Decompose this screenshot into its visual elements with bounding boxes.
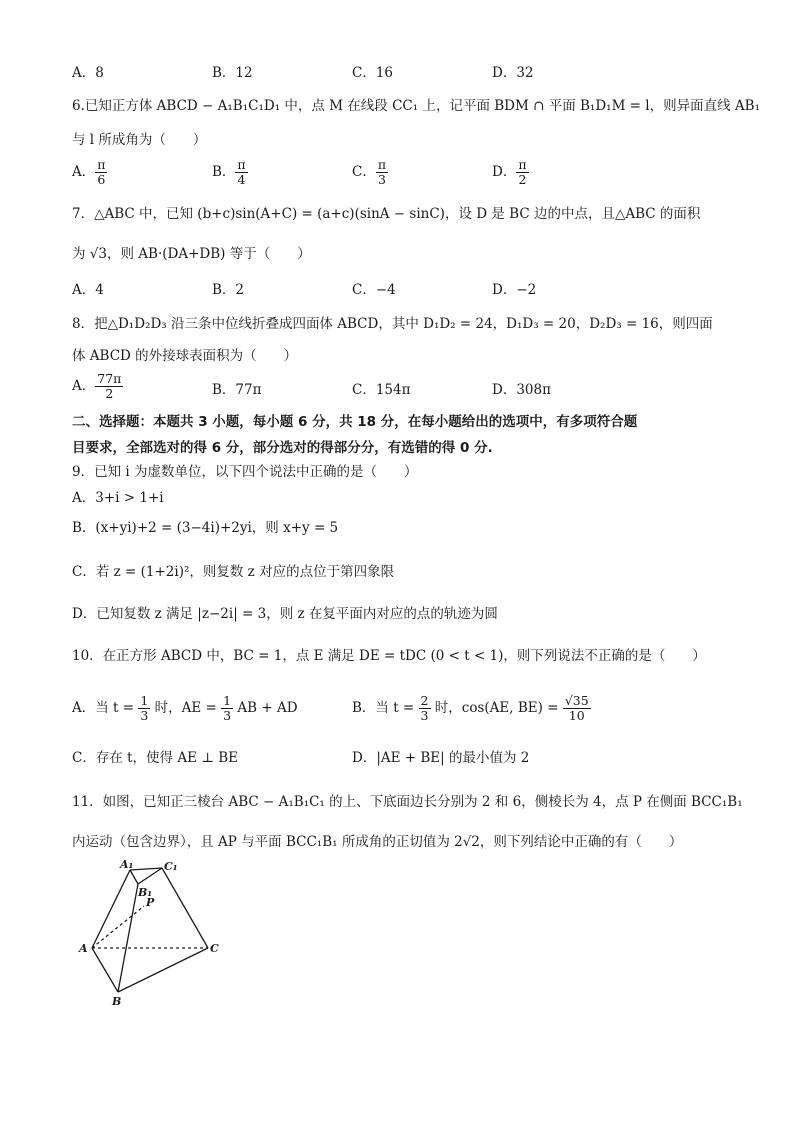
edge-AA1	[92, 870, 130, 948]
q11-stem-line1: 11．如图，已知正三棱台 ABC − A₁B₁C₁ 的上、下底面边长分别为 2 和 6，侧棱长为 4，点 P 在侧面 BCC₁B₁	[72, 794, 743, 810]
edge-BB1	[118, 884, 138, 992]
q8-stem-line2: 体 ABCD 的外接球表面积为（ ）	[72, 348, 298, 364]
q6-option-d: D． $\frac{\pi}{2}$	[492, 157, 527, 187]
q7-option-d: D．−2	[492, 282, 537, 298]
q10-option-d: D．|AE + BE| 的最小值为 2	[352, 750, 530, 766]
q10-option-a: A．当 t = $\frac{1}{3}$ 时，AE = $\frac{1}{3}$ AB + AD	[72, 693, 298, 723]
q5-option-c: C．16	[352, 65, 394, 81]
q7-option-c: C．−4	[352, 282, 396, 298]
q5-option-d: D．32	[492, 65, 534, 81]
q8-option-c: C．154π	[352, 382, 411, 398]
edge-A1B1	[130, 870, 138, 884]
q7-stem-line2: 为 √3，则 AB·(DA+DB) 等于（ ）	[72, 246, 311, 262]
q6-option-c: C． $\frac{\pi}{3}$	[352, 157, 387, 187]
q7-option-a: A．4	[72, 282, 104, 298]
frustum-figure	[72, 860, 232, 1010]
q9-option-d: D．已知复数 z 满足 |z−2i| = 3，则 z 在复平面内对应的点的轨迹为圆	[72, 606, 498, 622]
q8-option-a: A． $\frac{77\pi}{2}$	[72, 371, 122, 401]
q6-option-a: A． $\frac{\pi}{6}$	[72, 157, 106, 187]
label-C1: C₁	[164, 860, 178, 873]
edge-CC1	[162, 868, 208, 948]
q7-stem-line1: 7．△ABC 中，已知 (b+c)sin(A+C) = (a+c)(sinA − sinC)，设 D 是 BC 边的中点，且△ABC 的面积	[72, 206, 701, 222]
label-C: C	[210, 942, 219, 955]
q8-option-b: B．77π	[212, 382, 262, 398]
q6-stem-line1: 6.已知正方体 ABCD − A₁B₁C₁D₁ 中，点 M 在线段 CC₁ 上，记平面 BDM ∩ 平面 B₁D₁M = l，则异面直线 AB₁	[72, 98, 760, 114]
label-B: B	[112, 995, 122, 1008]
q9-option-b: B．(x+yi)+2 = (3−4i)+2yi，则 x+y = 5	[72, 520, 339, 536]
section2-heading-line1: 二、选择题：本题共 3 小题，每小题 6 分，共 18 分，在每小题给出的选项中，有多项符合题	[72, 414, 638, 430]
label-P: P	[146, 896, 155, 909]
edge-B1C1	[138, 868, 162, 884]
q5-option-a: A．8	[72, 65, 104, 81]
q7-option-b: B．2	[212, 282, 245, 298]
q8-stem-line1: 8．把△D₁D₂D₃ 沿三条中位线折叠成四面体 ABCD，其中 D₁D₂ = 24，D₁D₃ = 20，D₂D₃ = 16，则四面	[72, 316, 713, 332]
q9-stem: 9．已知 i 为虚数单位，以下四个说法中正确的是（ ）	[72, 464, 418, 480]
edge-A1C1	[130, 868, 162, 870]
q10-option-c: C．存在 t，使得 AE ⊥ BE	[72, 750, 238, 766]
q10-option-b: B．当 t = $\frac{2}{3}$ 时，cos(AE, BE) = $\frac{√35}{10}$	[352, 693, 589, 723]
q9-option-a: A．3+i > 1+i	[72, 490, 164, 506]
q5-option-b: B．12	[212, 65, 253, 81]
q6-stem-line2: 与 l 所成角为（ ）	[72, 132, 207, 148]
edge-BC	[118, 948, 208, 992]
segment-AP	[92, 906, 144, 948]
q6-option-b: B． $\frac{\pi}{4}$	[212, 157, 246, 187]
label-A1: A₁	[120, 860, 134, 871]
q10-stem: 10．在正方形 ABCD 中，BC = 1，点 E 满足 DE = tDC (0 < t < 1)，则下列说法不正确的是（ ）	[72, 648, 706, 664]
q8-option-d: D．308π	[492, 382, 551, 398]
label-A: A	[79, 942, 88, 955]
section2-heading-line2: 目要求，全部选对的得 6 分，部分选对的得部分分，有选错的得 0 分.	[72, 440, 493, 456]
edge-AB	[92, 948, 118, 992]
q9-option-c: C．若 z = (1+2i)²，则复数 z 对应的点位于第四象限	[72, 564, 395, 580]
label-B1: B₁	[138, 886, 153, 899]
q11-stem-line2: 内运动（包含边界），且 AP 与平面 BCC₁B₁ 所成角的正切值为 2√2，则下列结论中正确的有（ ）	[72, 834, 683, 850]
